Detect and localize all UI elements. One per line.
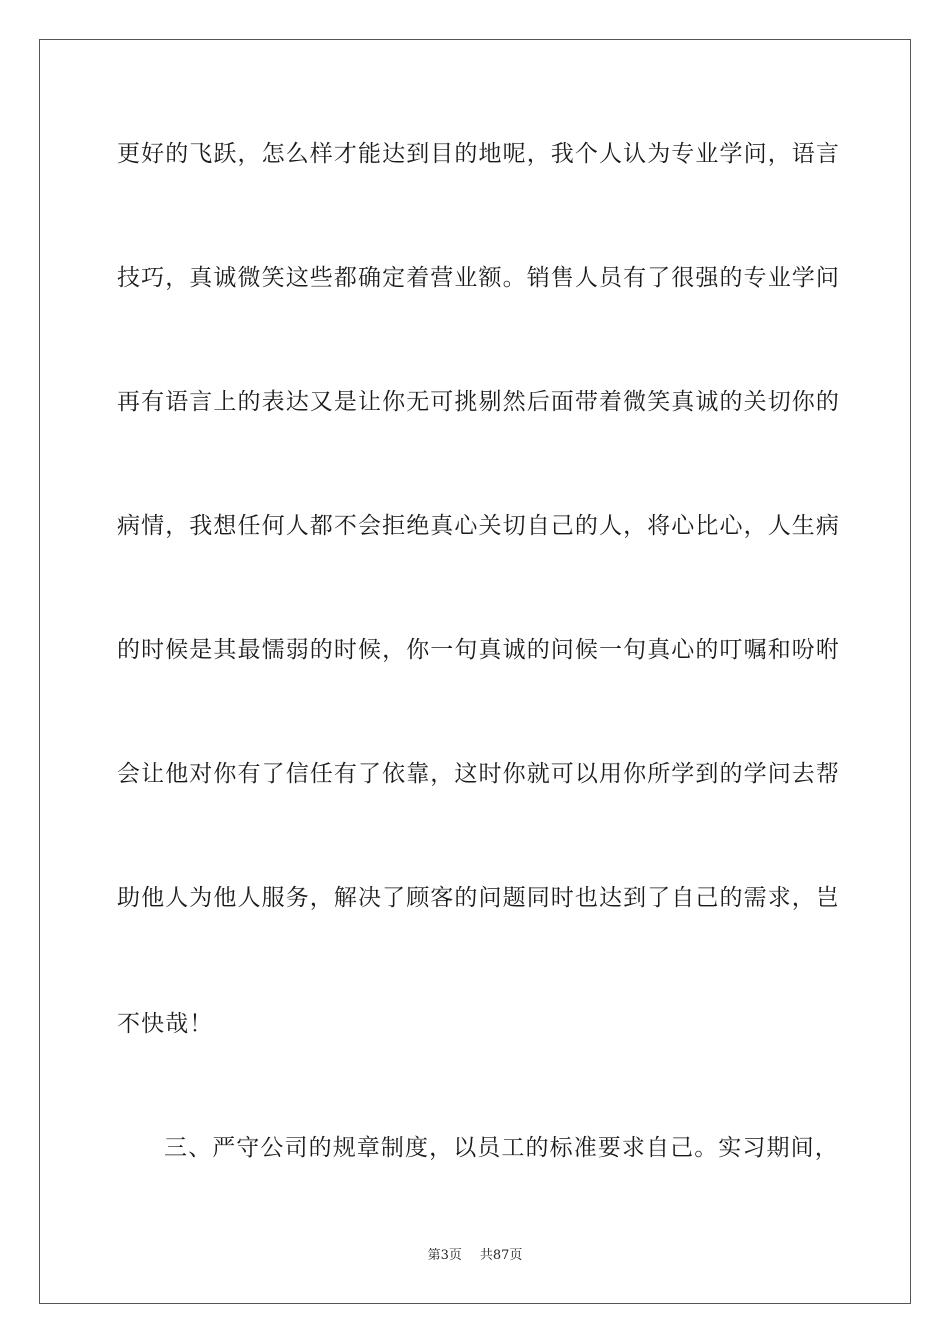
body-text-line-2: 技巧，真诚微笑这些都确定着营业额。销售人员有了很强的专业学问: [117, 265, 840, 291]
body-text-line-6: 会让他对你有了信任有了依靠，这时你就可以用你所学到的学问去帮: [117, 761, 840, 787]
total-pages-label: 共87页: [479, 1248, 523, 1263]
body-text-line-7: 助他人为他人服务，解决了顾客的问题同时也达到了自己的需求，岂: [117, 885, 840, 911]
current-page-label: 第3页: [427, 1248, 462, 1263]
body-text-line-3: 再有语言上的表达又是让你无可挑剔然后面带着微笑真诚的关切你的: [117, 389, 840, 415]
body-text-line-4: 病情，我想任何人都不会拒绝真心关切自己的人，将心比心，人生病: [117, 513, 840, 539]
body-text-line-1: 更好的飞跃，怎么样才能达到目的地呢，我个人认为专业学问，语言: [117, 141, 840, 167]
body-text-line-8: 不快哉！: [117, 1011, 214, 1037]
page-border: [39, 39, 911, 1304]
page-footer: [0, 1247, 950, 1265]
body-text-line-5: 的时候是其最懦弱的时候，你一句真诚的问候一句真心的叮嘱和吩咐: [117, 637, 840, 663]
section-heading-line: 三、严守公司的规章制度，以员工的标准要求自己。实习期间，: [164, 1135, 839, 1161]
